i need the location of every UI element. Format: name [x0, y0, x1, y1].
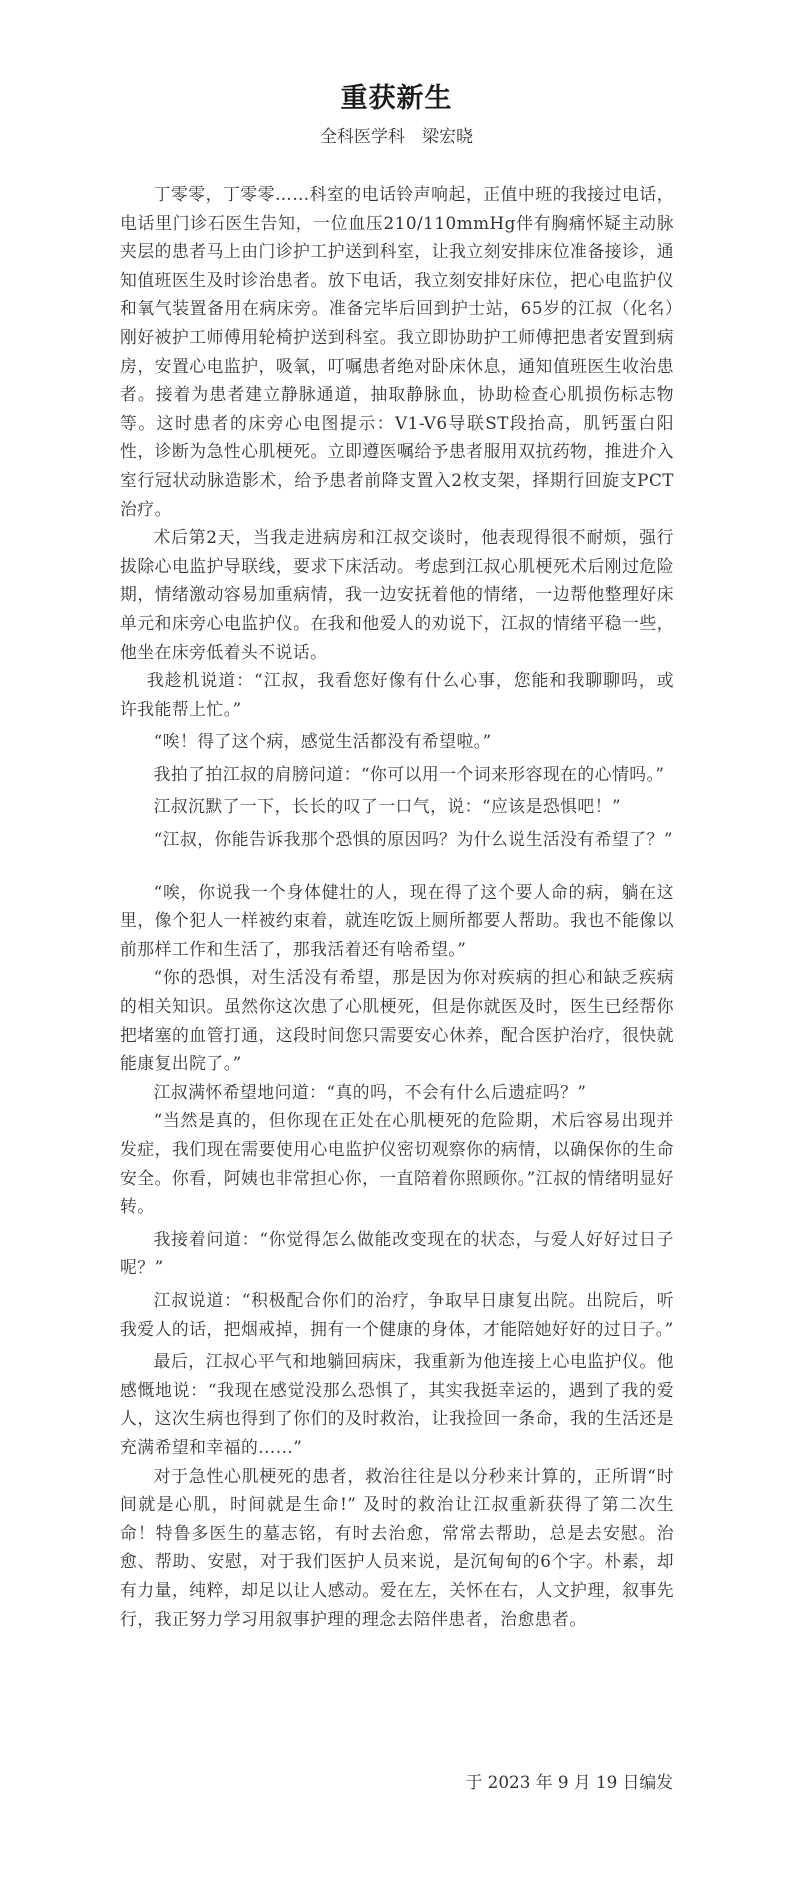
article-title: 重获新生 [340, 83, 453, 114]
paragraph: 对于急性心肌梗死的患者，救治往往是以分秒来计算的，正所谓“时间就是心肌，时间就是生命!” 及时的救治让江叔重新获得了第二次生命！特鲁多医生的墓志铭，有时去治愈，常常去帮助，总是去安慰。治愈、帮助、安慰，对于我们医护人员来说，是沉甸甸的6个字。朴素，却有力量，纯粹，却足以让人感动。爱在左，关怀在右，人文护理，叙事先行，我正努力学习用叙事护理的理念去陪伴患者，治愈患者。 [120, 1465, 674, 1629]
paragraph: “唉，你说我一个身体健壮的人，现在得了这个要人命的病，躺在这里，像个犯人一样被约束着，就连吃饭上厕所都要人帮助。我也不能像以前那样工作和生活了，那我活着还有啥希望。” [120, 881, 674, 959]
paragraph: 江叔满怀希望地问道：“真的吗，不会有什么后遗症吗？” [153, 1081, 587, 1102]
publish-date: 于 2023 年 9 月 19 日编发 [465, 1772, 673, 1792]
paragraph: “当然是真的，但你现在正处在心肌梗死的危险期，术后容易出现并发症，我们现在需要使用心电监护仪密切观察你的病情，以确保你的生命安全。你看，阿姨也非常担心你，一直陪着你照顾你。”江叔的情绪明显好转。 [120, 1110, 674, 1217]
paragraph: 最后，江叔心平气和地躺回病床，我重新为他连接上心电监护仪。他感慨地说：“我现在感觉没那么恐惧了，其实我挺幸运的，遇到了我的爱人，这次生病也得到了你们的及时救治，让我捡回一条命，我的生活还是充满希望和幸福的......” [120, 1351, 674, 1457]
paragraph: 术后第2天，当我走进病房和江叔交谈时，他表现得很不耐烦，强行拔除心电监护导联线，要求下床活动。考虑到江叔心肌梗死术后刚过危险期，情绪激动容易加重病情，我一边安抚着他的情绪，一边帮他整理好床单元和床旁心电监护仪。在我和他爱人的劝说下，江叔的情绪平稳一些，他坐在床旁低着头不说话。 [120, 527, 674, 662]
paragraph: “唉！得了这个病，感觉生活都没有希望啦。” [153, 731, 492, 752]
paragraph: 江叔说道：“积极配合你们的治疗，争取早日康复出院。出院后，听我爱人的话，把烟戒掉，拥有一个健康的身体，才能陪她好好的过日子。” [120, 1289, 674, 1339]
paragraph: “你的恐惧，对生活没有希望，那是因为你对疾病的担心和缺乏疾病的相关知识。虽然你这次患了心肌梗死，但是你就医及时，医生已经帮你把堵塞的血管打通，这段时间您只需要安心休养，配合医护治疗，很快就能康复出院了。” [120, 967, 674, 1074]
article-body [120, 180, 674, 1633]
paragraph: 我趁机说道：“江叔，我看您好像有什么心事，您能和我聊聊吗，或许我能帮上忙。” [120, 670, 674, 719]
paragraph: 江叔沉默了一下，长长的叹了一口气，说：“应该是恐惧吧！” [153, 796, 622, 817]
article-byline: 全科医学科 梁宏晓 [320, 127, 473, 147]
paragraph: 丁零零，丁零零……科室的电话铃声响起，正值中班的我接过电话，电话里门诊石医生告知，一位血压210/110mmHg伴有胸痛怀疑主动脉夹层的患者马上由门诊护工护送到科室，让我立刻安排床位准备接诊，通知值班医生及时诊治患者。放下电话，我立刻安排好床位，把心电监护仪和氧气装置备用在病床旁。准备完毕后回到护士站，65岁的江叔（化名）刚好被护工师傅用轮椅护送到科室。我立即协助护工师傅把患者安置到病房，安置心电监护，吸氧，叮嘱患者绝对卧床休息，通知值班医生收治患者。接着为患者建立静脉通道，抽取静脉血，协助检查心肌损伤标志物等。这时患者的床旁心电图提示：V1-V6导联ST段抬高，肌钙蛋白阳性，诊断为急性心肌梗死。立即遵医嘱给予患者服用双抗药物，推进介入室行冠状动脉造影术，给予患者前降支置入2枚支架，择期行回旋支PCT治疗。 [120, 184, 674, 519]
paragraph: 我拍了拍江叔的肩膀问道：“你可以用一个词来形容现在的心情吗。” [153, 763, 665, 784]
paragraph: “江叔，你能告诉我那个恐惧的原因吗？为什么说生活没有希望了？” [153, 829, 673, 850]
paragraph: 我接着问道：“你觉得怎么做能改变现在的状态，与爱人好好过日子呢？” [120, 1228, 674, 1278]
